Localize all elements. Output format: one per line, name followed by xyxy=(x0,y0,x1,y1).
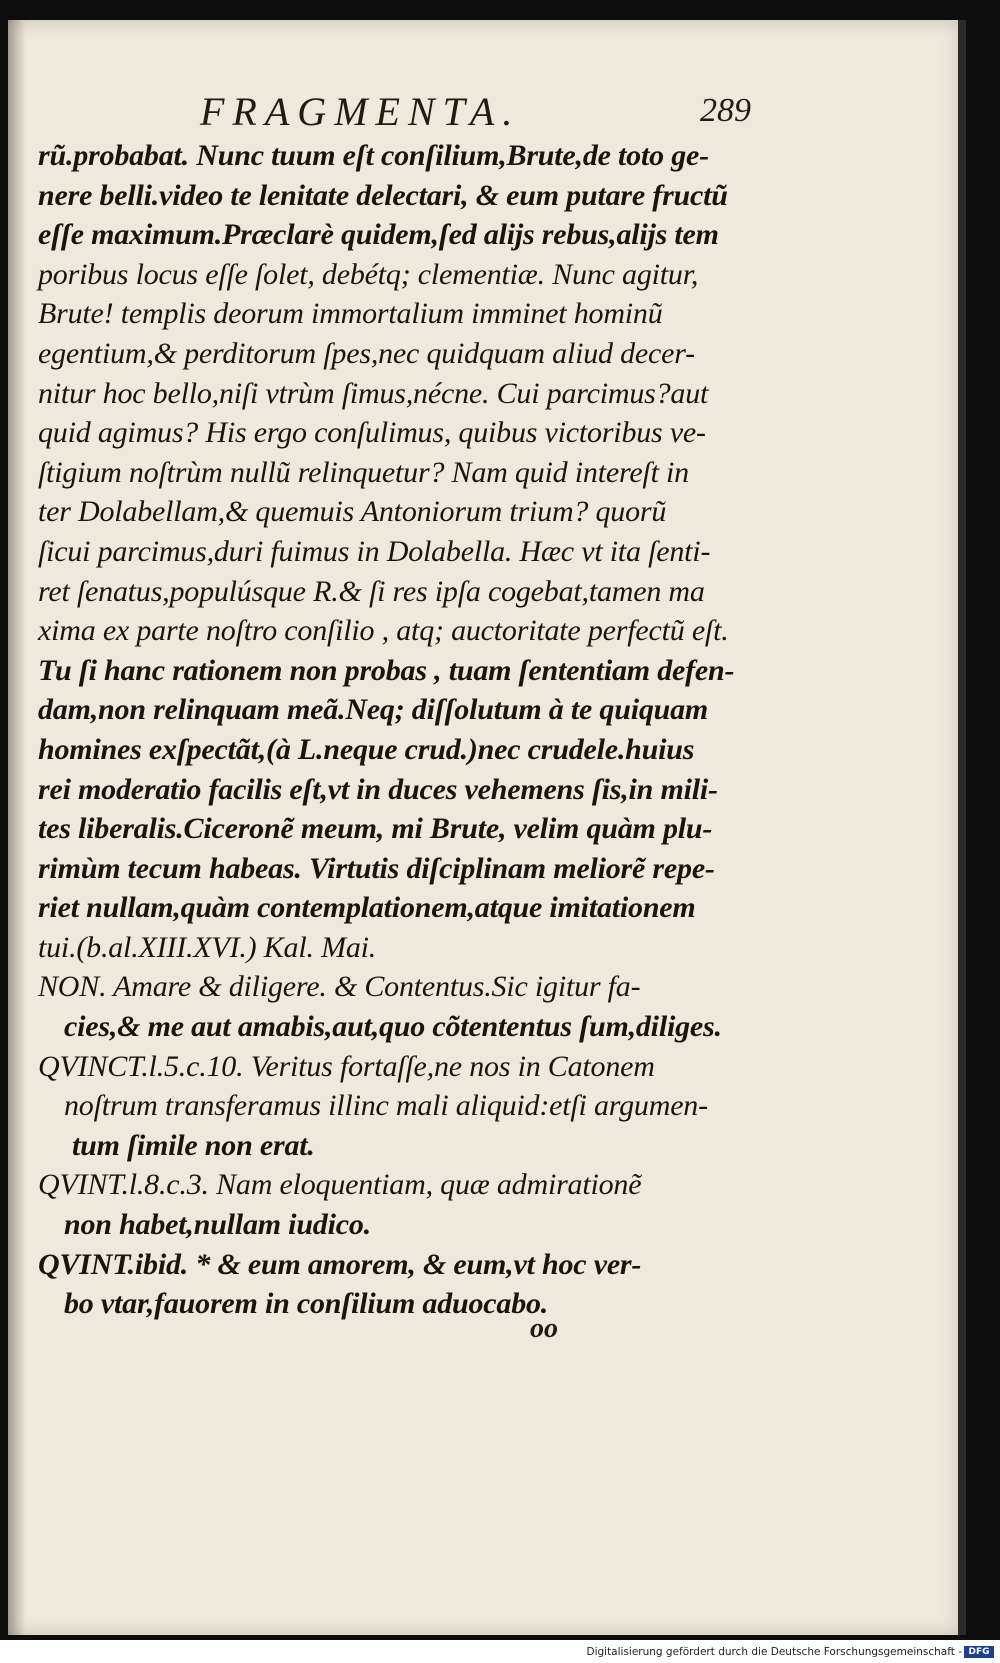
text-line: NON. Amare & diligere. & Contentus.Sic igitur fa- xyxy=(38,970,641,1004)
text-line: dam,non relinquam meã.Neq; diſſolutum à te quiquam xyxy=(38,693,709,727)
text-line: ter Dolabellam,& quemuis Antoniorum trium? quorũ xyxy=(38,495,667,529)
text-line: cies,& me aut amabis,aut,quo cõtententus ſum,diliges. xyxy=(64,1010,722,1044)
text-line: ſtigium noſtrùm nullũ relinquetur? Nam quid intereſt in xyxy=(38,455,689,489)
text-line: eſſe maximum.Præclarè quidem,ſed alijs rebus,alijs tem xyxy=(38,218,719,252)
page-edge xyxy=(958,20,966,1635)
digitization-credit: Digitalisierung gefördert durch die Deutsche Forschungsgemeinschaft - xyxy=(586,1646,962,1658)
catchword: oo xyxy=(530,1313,558,1344)
text-line: non habet,nullam iudico. xyxy=(64,1208,371,1242)
text-line: tum ſimile non erat. xyxy=(72,1128,315,1162)
text-line: riet nullam,quàm contemplationem,atque imitationem xyxy=(38,891,696,925)
text-line: QVINT.l.8.c.3. Nam eloquentiam, quæ admirationẽ xyxy=(38,1168,642,1202)
text-block xyxy=(38,136,758,1324)
text-line: quid agimus? His ergo conſulimus, quibus victoribus ve- xyxy=(38,416,706,450)
text-line: rei moderatio facilis eſt,vt in duces vehemens ſis,in mili- xyxy=(38,772,718,806)
text-line: tui.(b.al.XIII.XVI.) Kal. Mai. xyxy=(38,930,377,964)
text-line: nitur hoc bello,niſi vtrùm ſimus,nécne. Cui parcimus?aut xyxy=(38,376,709,410)
text-line: QVINT.ibid. * & eum amorem, & eum,vt hoc ver- xyxy=(38,1247,642,1281)
text-line: homines exſpectãt,(à L.neque crud.)nec crudele.huius xyxy=(38,732,695,766)
text-line: nere belli.video te lenitate delectari, & eum putare fructũ xyxy=(38,178,728,212)
text-line: rũ.probabat. Nunc tuum eſt conſilium,Brute,de toto ge- xyxy=(38,139,709,172)
text-line: ret ſenatus,populúsque R.& ſi res ipſa cogebat,tamen ma xyxy=(38,574,705,608)
text-line: Tu ſi hanc rationem non probas , tuam ſententiam defen- xyxy=(38,653,735,687)
text-line: QVINCT.l.5.c.10. Veritus fortaſſe,ne nos in Catonem xyxy=(38,1049,655,1083)
text-line: Brute! templis deorum immortalium imminet hominũ xyxy=(38,297,663,331)
text-line: noſtrum transferamus illinc mali aliquid:etſi argumen- xyxy=(64,1089,708,1123)
running-head: FRAGMENTA. xyxy=(200,89,521,134)
page-number: 289 xyxy=(700,92,751,129)
text-line: ſicui parcimus,duri fuimus in Dolabella. Hæc vt ita ſenti- xyxy=(38,534,711,568)
text-line: xima ex parte noſtro conſilio , atq; auctoritate perfectũ eſt. xyxy=(38,614,729,648)
spine-shadow xyxy=(8,20,26,1635)
text-line: tes liberalis.Ciceronẽ meum, mi Brute, velim quàm plu- xyxy=(38,812,713,846)
text-line: poribus locus eſſe ſolet, debétq; clementiæ. Nunc agitur, xyxy=(38,257,699,291)
text-line: egentium,& perditorum ſpes,nec quidquam aliud decer- xyxy=(38,336,695,370)
text-line: bo vtar,fauorem in conſilium aduocabo. xyxy=(64,1287,549,1321)
text-line: rimùm tecum habeas. Virtutis diſciplinam meliorẽ repe- xyxy=(38,851,715,885)
dfg-logo[interactable]: DFG xyxy=(964,1646,994,1658)
